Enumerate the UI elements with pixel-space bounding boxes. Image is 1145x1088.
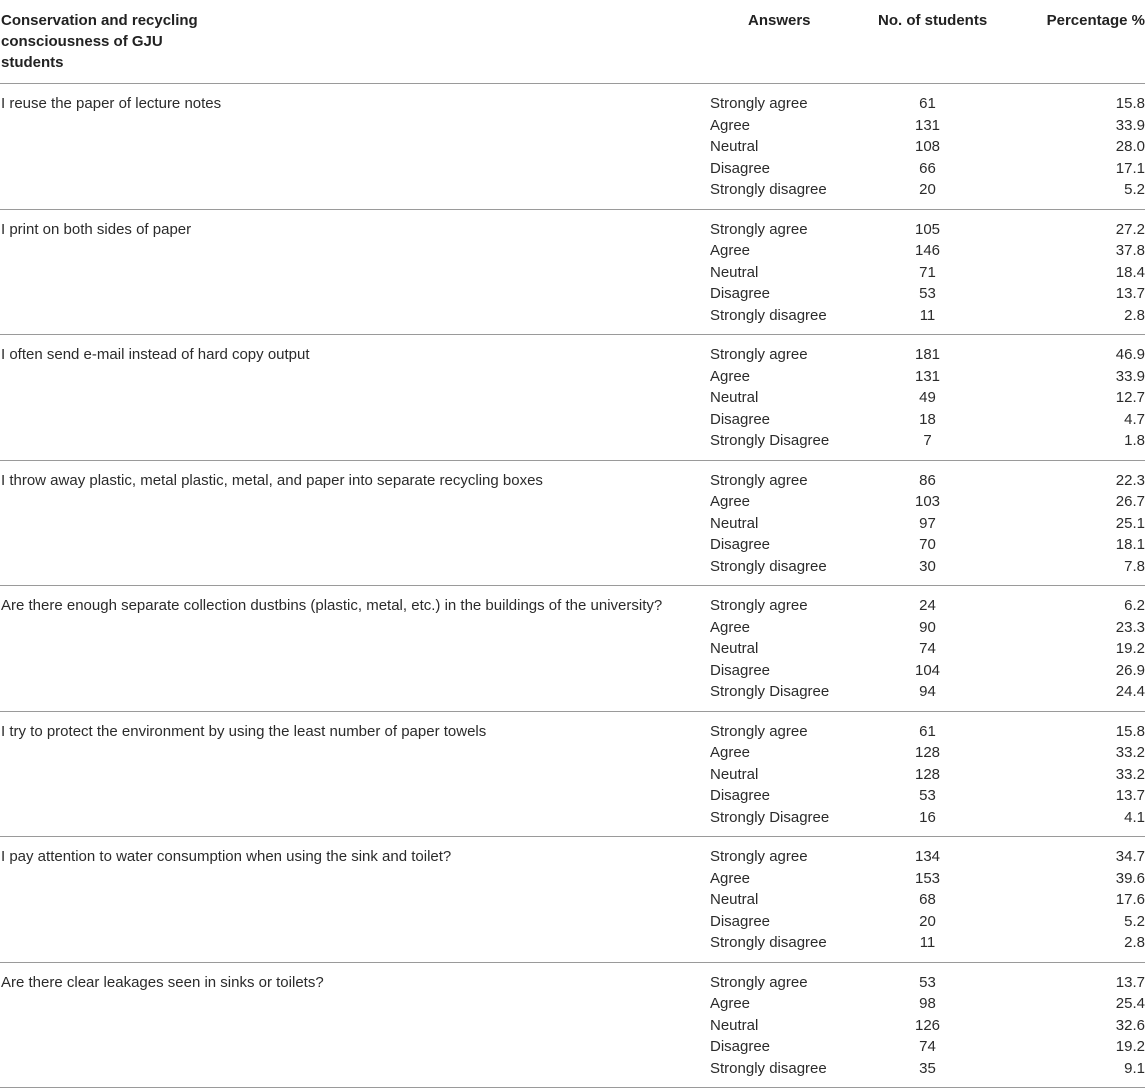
answer-cell: Neutral bbox=[710, 514, 759, 532]
answer-cell: Strongly agree bbox=[710, 848, 808, 865]
students-cell: 11 bbox=[919, 934, 936, 951]
answer-cell: Strongly disagree bbox=[710, 1059, 827, 1077]
students-cell: 98 bbox=[919, 995, 936, 1012]
question-text bbox=[0, 409, 710, 431]
table-row bbox=[0, 262, 1145, 284]
students-cell: 30 bbox=[919, 557, 936, 575]
question-text bbox=[0, 115, 710, 137]
students-cell: 18 bbox=[919, 410, 936, 428]
answer-cell: Agree bbox=[710, 367, 751, 385]
percentage-cell: 19.2 bbox=[1115, 640, 1145, 657]
students-cell: 70 bbox=[919, 536, 936, 553]
answer-cell: Neutral bbox=[710, 765, 759, 783]
table-row bbox=[0, 932, 1145, 962]
table-row bbox=[0, 136, 1145, 158]
percentage-cell: 25.1 bbox=[1115, 514, 1145, 532]
question-group bbox=[0, 209, 1145, 335]
question-group bbox=[0, 837, 1145, 963]
percentage-cell: 39.6 bbox=[1115, 869, 1145, 887]
table-row bbox=[0, 366, 1145, 388]
table-row bbox=[0, 681, 1145, 711]
header-percentage: Percentage % bbox=[1005, 0, 1145, 84]
table-row bbox=[0, 1015, 1145, 1037]
percentage-cell: 17.6 bbox=[1115, 891, 1145, 908]
students-cell: 126 bbox=[914, 1016, 941, 1034]
answer-cell: Disagree bbox=[710, 787, 771, 804]
students-cell: 35 bbox=[919, 1059, 936, 1077]
students-cell: 53 bbox=[919, 285, 936, 302]
question-text bbox=[0, 993, 710, 1015]
table-row bbox=[0, 460, 1145, 491]
answer-cell: Strongly agree bbox=[710, 346, 808, 363]
students-cell: 153 bbox=[914, 869, 941, 887]
question-group bbox=[0, 962, 1145, 1088]
answer-cell: Strongly agree bbox=[710, 471, 808, 489]
table-header bbox=[0, 0, 1145, 84]
header-question: Conservation and recycling consciousness of GJU students bbox=[0, 0, 710, 84]
percentage-cell: 6.2 bbox=[1124, 597, 1145, 614]
table-row bbox=[0, 305, 1145, 335]
table-row bbox=[0, 1036, 1145, 1058]
answer-cell: Agree bbox=[710, 995, 751, 1012]
table-row bbox=[0, 335, 1145, 366]
answer-cell: Strongly Disagree bbox=[710, 683, 830, 700]
answer-cell: Strongly disagree bbox=[710, 934, 827, 951]
percentage-cell: 26.7 bbox=[1115, 493, 1145, 510]
question-text bbox=[0, 638, 710, 660]
percentage-cell: 12.7 bbox=[1115, 389, 1145, 406]
percentage-cell: 4.7 bbox=[1124, 410, 1145, 428]
question-text bbox=[0, 1015, 710, 1037]
percentage-cell: 1.8 bbox=[1124, 432, 1145, 449]
question-text bbox=[0, 889, 710, 911]
students-cell: 104 bbox=[914, 661, 941, 679]
answer-cell: Neutral bbox=[710, 138, 759, 155]
percentage-cell: 13.7 bbox=[1115, 285, 1145, 302]
answer-cell: Agree bbox=[710, 618, 751, 636]
students-cell: 61 bbox=[919, 95, 936, 112]
question-text: I try to protect the environment by using the least number of paper towels bbox=[1, 722, 487, 740]
table-row bbox=[0, 387, 1145, 409]
students-cell: 61 bbox=[919, 722, 936, 740]
question-text bbox=[0, 305, 710, 335]
question-text bbox=[0, 785, 710, 807]
question-group bbox=[0, 586, 1145, 712]
percentage-cell: 37.8 bbox=[1115, 242, 1145, 259]
table-row bbox=[0, 491, 1145, 513]
table-row bbox=[0, 534, 1145, 556]
percentage-cell: 24.4 bbox=[1115, 683, 1145, 700]
question-text bbox=[0, 158, 710, 180]
question-group bbox=[0, 460, 1145, 586]
table-row bbox=[0, 1058, 1145, 1088]
question-text: Are there clear leakages seen in sinks or toilets? bbox=[1, 973, 324, 991]
answer-cell: Strongly agree bbox=[710, 722, 808, 740]
answer-cell: Disagree bbox=[710, 410, 771, 428]
answer-cell: Neutral bbox=[710, 891, 759, 908]
question-text bbox=[0, 1058, 710, 1088]
question-group bbox=[0, 335, 1145, 461]
students-cell: 74 bbox=[919, 1038, 936, 1055]
table-row bbox=[0, 158, 1145, 180]
question-text bbox=[0, 136, 710, 158]
answer-cell: Strongly Disagree bbox=[710, 432, 830, 449]
question-text: I print on both sides of paper bbox=[1, 220, 192, 238]
table-row bbox=[0, 868, 1145, 890]
table-row bbox=[0, 742, 1145, 764]
percentage-cell: 13.7 bbox=[1115, 787, 1145, 804]
table-row bbox=[0, 785, 1145, 807]
percentage-cell: 34.7 bbox=[1115, 848, 1145, 865]
percentage-cell: 13.7 bbox=[1115, 973, 1145, 991]
table-row bbox=[0, 807, 1145, 837]
percentage-cell: 15.8 bbox=[1115, 95, 1145, 112]
answer-cell: Neutral bbox=[710, 389, 759, 406]
percentage-cell: 32.6 bbox=[1115, 1016, 1145, 1034]
table-row bbox=[0, 513, 1145, 535]
question-text bbox=[0, 534, 710, 556]
percentage-cell: 19.2 bbox=[1115, 1038, 1145, 1055]
question-text bbox=[0, 807, 710, 837]
percentage-cell: 5.2 bbox=[1124, 912, 1145, 930]
percentage-cell: 4.1 bbox=[1124, 808, 1145, 826]
students-cell: 24 bbox=[919, 597, 936, 614]
question-text bbox=[0, 660, 710, 682]
percentage-cell: 2.8 bbox=[1124, 934, 1145, 951]
table-row bbox=[0, 889, 1145, 911]
students-cell: 68 bbox=[919, 891, 936, 908]
students-cell: 20 bbox=[919, 181, 936, 198]
percentage-cell: 17.1 bbox=[1115, 159, 1145, 177]
table-row bbox=[0, 638, 1145, 660]
table-row bbox=[0, 993, 1145, 1015]
table-row bbox=[0, 617, 1145, 639]
question-text bbox=[0, 240, 710, 262]
students-cell: 53 bbox=[919, 787, 936, 804]
table-row bbox=[0, 240, 1145, 262]
answer-cell: Agree bbox=[710, 242, 751, 259]
answer-cell: Strongly Disagree bbox=[710, 808, 830, 826]
table-row bbox=[0, 837, 1145, 868]
students-cell: 131 bbox=[914, 367, 941, 385]
students-cell: 134 bbox=[914, 848, 941, 865]
answer-cell: Disagree bbox=[710, 285, 771, 302]
question-text: Are there enough separate collection dustbins (plastic, metal, etc.) in the buildings of the university? bbox=[1, 597, 663, 614]
students-cell: 71 bbox=[919, 263, 936, 281]
percentage-cell: 27.2 bbox=[1115, 220, 1145, 238]
question-group bbox=[0, 84, 1145, 210]
table-row bbox=[0, 962, 1145, 993]
table-row bbox=[0, 209, 1145, 240]
answer-cell: Strongly agree bbox=[710, 220, 808, 238]
percentage-cell: 33.2 bbox=[1115, 765, 1145, 783]
table-row bbox=[0, 711, 1145, 742]
table-row bbox=[0, 430, 1145, 460]
answer-cell: Strongly agree bbox=[710, 597, 808, 614]
students-cell: 90 bbox=[919, 618, 936, 636]
students-cell: 105 bbox=[914, 220, 941, 238]
answer-cell: Neutral bbox=[710, 263, 759, 281]
question-text bbox=[0, 387, 710, 409]
answer-cell: Neutral bbox=[710, 1016, 759, 1034]
question-text bbox=[0, 681, 710, 711]
students-cell: 108 bbox=[914, 138, 941, 155]
students-cell: 128 bbox=[914, 765, 941, 783]
percentage-cell: 23.3 bbox=[1115, 618, 1145, 636]
students-cell: 103 bbox=[914, 493, 941, 510]
answer-cell: Disagree bbox=[710, 536, 771, 553]
answer-cell: Agree bbox=[710, 493, 751, 510]
percentage-cell: 18.1 bbox=[1115, 536, 1145, 553]
question-text bbox=[0, 179, 710, 209]
table-row bbox=[0, 764, 1145, 786]
question-text bbox=[0, 911, 710, 933]
question-text: I often send e-mail instead of hard copy output bbox=[1, 346, 310, 363]
table-row bbox=[0, 586, 1145, 617]
students-cell: 86 bbox=[919, 471, 936, 489]
students-cell: 53 bbox=[919, 973, 936, 991]
answer-cell: Strongly disagree bbox=[710, 181, 827, 198]
question-text: I throw away plastic, metal plastic, metal, and paper into separate recycling boxes bbox=[1, 471, 543, 489]
students-cell: 20 bbox=[919, 912, 936, 930]
students-cell: 181 bbox=[914, 346, 941, 363]
table-row bbox=[0, 115, 1145, 137]
students-cell: 11 bbox=[919, 306, 936, 324]
percentage-cell: 7.8 bbox=[1124, 557, 1145, 575]
percentage-cell: 33.9 bbox=[1115, 367, 1145, 385]
percentage-cell: 46.9 bbox=[1115, 346, 1145, 363]
students-cell: 146 bbox=[914, 242, 941, 259]
students-cell: 97 bbox=[919, 514, 936, 532]
question-text bbox=[0, 764, 710, 786]
question-text bbox=[0, 742, 710, 764]
percentage-cell: 18.4 bbox=[1115, 263, 1145, 281]
answer-cell: Strongly agree bbox=[710, 973, 808, 991]
header-students: No. of students bbox=[850, 0, 1005, 84]
question-text bbox=[0, 1036, 710, 1058]
students-cell: 49 bbox=[919, 389, 936, 406]
answer-cell: Agree bbox=[710, 869, 751, 887]
percentage-cell: 33.9 bbox=[1115, 116, 1145, 134]
students-cell: 16 bbox=[919, 808, 936, 826]
question-text bbox=[0, 491, 710, 513]
question-text bbox=[0, 617, 710, 639]
percentage-cell: 5.2 bbox=[1124, 181, 1145, 198]
percentage-cell: 22.3 bbox=[1115, 471, 1145, 489]
table-row bbox=[0, 660, 1145, 682]
answer-cell: Disagree bbox=[710, 661, 771, 679]
question-text: I pay attention to water consumption when using the sink and toilet? bbox=[1, 848, 452, 865]
answer-cell: Strongly disagree bbox=[710, 557, 827, 575]
percentage-cell: 25.4 bbox=[1115, 995, 1145, 1012]
students-cell: 7 bbox=[923, 432, 932, 449]
answer-cell: Strongly agree bbox=[710, 95, 808, 112]
answer-cell: Disagree bbox=[710, 1038, 771, 1055]
table-row bbox=[0, 84, 1145, 115]
question-text bbox=[0, 868, 710, 890]
percentage-cell: 28.0 bbox=[1115, 138, 1145, 155]
table-row bbox=[0, 556, 1145, 586]
question-text bbox=[0, 513, 710, 535]
question-text bbox=[0, 430, 710, 460]
table-row bbox=[0, 911, 1145, 933]
answer-cell: Agree bbox=[710, 744, 751, 761]
header-answers: Answers bbox=[710, 0, 850, 84]
answer-cell: Disagree bbox=[710, 912, 771, 930]
question-text bbox=[0, 366, 710, 388]
table-row bbox=[0, 409, 1145, 431]
percentage-cell: 33.2 bbox=[1115, 744, 1145, 761]
students-cell: 66 bbox=[919, 159, 936, 177]
question-text bbox=[0, 932, 710, 962]
table-row bbox=[0, 283, 1145, 305]
percentage-cell: 26.9 bbox=[1115, 661, 1145, 679]
answer-cell: Neutral bbox=[710, 640, 759, 657]
students-cell: 74 bbox=[919, 640, 936, 657]
percentage-cell: 9.1 bbox=[1124, 1059, 1145, 1077]
answer-cell: Disagree bbox=[710, 159, 771, 177]
table-row bbox=[0, 179, 1145, 209]
question-text bbox=[0, 283, 710, 305]
answer-cell: Agree bbox=[710, 116, 751, 134]
percentage-cell: 15.8 bbox=[1115, 722, 1145, 740]
answer-cell: Strongly disagree bbox=[710, 306, 827, 324]
students-cell: 131 bbox=[914, 116, 941, 134]
students-cell: 128 bbox=[914, 744, 941, 761]
question-text bbox=[0, 262, 710, 284]
question-text: I reuse the paper of lecture notes bbox=[1, 95, 222, 112]
question-text bbox=[0, 556, 710, 586]
students-cell: 94 bbox=[919, 683, 936, 700]
question-group bbox=[0, 711, 1145, 837]
percentage-cell: 2.8 bbox=[1124, 306, 1145, 324]
